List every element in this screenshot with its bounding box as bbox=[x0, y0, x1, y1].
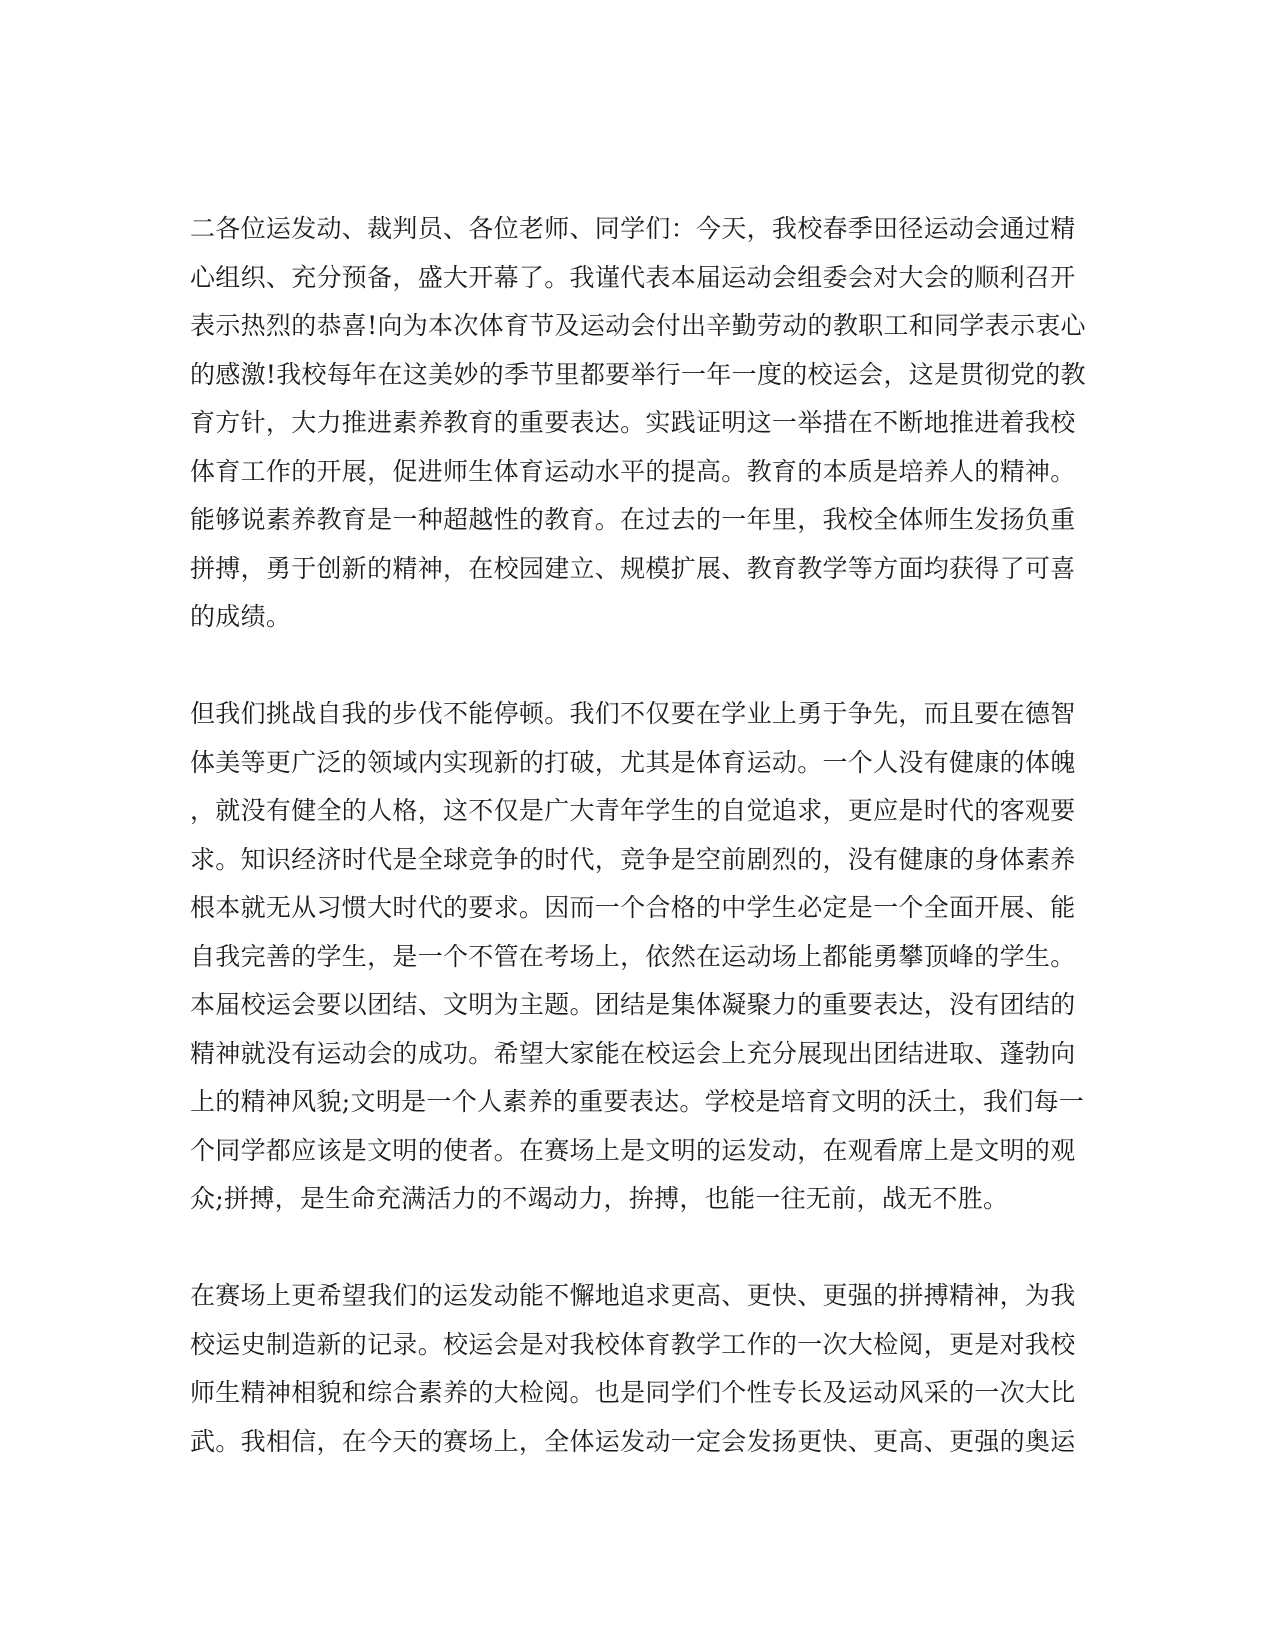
text-line: 的成绩。 bbox=[190, 602, 292, 631]
paragraph-spacer bbox=[190, 1224, 1085, 1273]
paragraph-3 bbox=[190, 1272, 1085, 1466]
text-line: 求。知识经济时代是全球竞争的时代，竞争是空前剧烈的，没有健康的身体素养 bbox=[190, 844, 1076, 874]
text-line: 自我完善的学生，是一个不管在考场上，依然在运动场上都能勇攀顶峰的学生。 bbox=[190, 941, 1076, 971]
text-line: 在赛场上更希望我们的运发动能不懈地追求更高、更快、更强的拼搏精神，为我 bbox=[190, 1281, 1076, 1310]
text-line: 精神就没有运动会的成功。希望大家能在校运会上充分展现出团结进取、蓬勃向 bbox=[190, 1038, 1076, 1068]
text-line: 根本就无从习惯大时代的要求。因而一个合格的中学生必定是一个全面开展、能 bbox=[190, 893, 1076, 922]
text-line: 本届校运会要以团结、文明为主题。团结是集体凝聚力的重要表达，没有团结的 bbox=[190, 990, 1076, 1019]
paragraph-1 bbox=[190, 205, 1085, 642]
text-line: 武。我相信，在今天的赛场上，全体运发动一定会发扬更快、更高、更强的奥运 bbox=[190, 1426, 1076, 1456]
text-line: 心组织、充分预备，盛大开幕了。我谨代表本届运动会组委会对大会的顺利召开 bbox=[190, 262, 1076, 292]
text-line: ，就没有健全的人格，这不仅是广大青年学生的自觉追求，更应是时代的客观要 bbox=[190, 796, 1076, 825]
text-line: 能够说素养教育是一种超越性的教育。在过去的一年里，我校全体师生发扬负重 bbox=[190, 505, 1076, 534]
text-line: 众;拼搏，是生命充满活力的不竭动力，拚搏，也能一往无前，战无不胜。 bbox=[190, 1184, 1009, 1213]
text-line: 体美等更广泛的领域内实现新的打破，尤其是体育运动。一个人没有健康的体魄 bbox=[190, 747, 1076, 777]
text-line: 校运史制造新的记录。校运会是对我校体育教学工作的一次大检阅，更是对我校 bbox=[190, 1329, 1076, 1359]
text-line: 师生精神相貌和综合素养的大检阅。也是同学们个性专长及运动风采的一次大比 bbox=[190, 1378, 1076, 1407]
text-line: 拼搏，勇于创新的精神，在校园建立、规模扩展、教育教学等方面均获得了可喜 bbox=[190, 553, 1076, 583]
text-line: 的感激!我校每年在这美妙的季节里都要举行一年一度的校运会，这是贯彻党的教 bbox=[190, 359, 1086, 389]
paragraph-2 bbox=[190, 690, 1085, 1224]
text-line: 二各位运发动、裁判员、各位老师、同学们：今天，我校春季田径运动会通过精 bbox=[190, 214, 1076, 243]
text-line: 个同学都应该是文明的使者。在赛场上是文明的运发动，在观看席上是文明的观 bbox=[190, 1135, 1076, 1165]
text-line: 上的精神风貌;文明是一个人素养的重要表达。学校是培育文明的沃土，我们每一 bbox=[190, 1087, 1085, 1116]
text-line: 表示热烈的恭喜!向为本次体育节及运动会付出辛勤劳动的教职工和同学表示衷心 bbox=[190, 311, 1086, 340]
text-line: 体育工作的开展，促进师生体育运动水平的提高。教育的本质是培养人的精神。 bbox=[190, 456, 1076, 486]
document-body bbox=[190, 205, 1085, 1466]
text-line: 育方针，大力推进素养教育的重要表达。实践证明这一举措在不断地推进着我校 bbox=[190, 408, 1076, 437]
text-line: 但我们挑战自我的步伐不能停顿。我们不仅要在学业上勇于争先，而且要在德智 bbox=[190, 699, 1076, 728]
paragraph-spacer bbox=[190, 642, 1085, 691]
